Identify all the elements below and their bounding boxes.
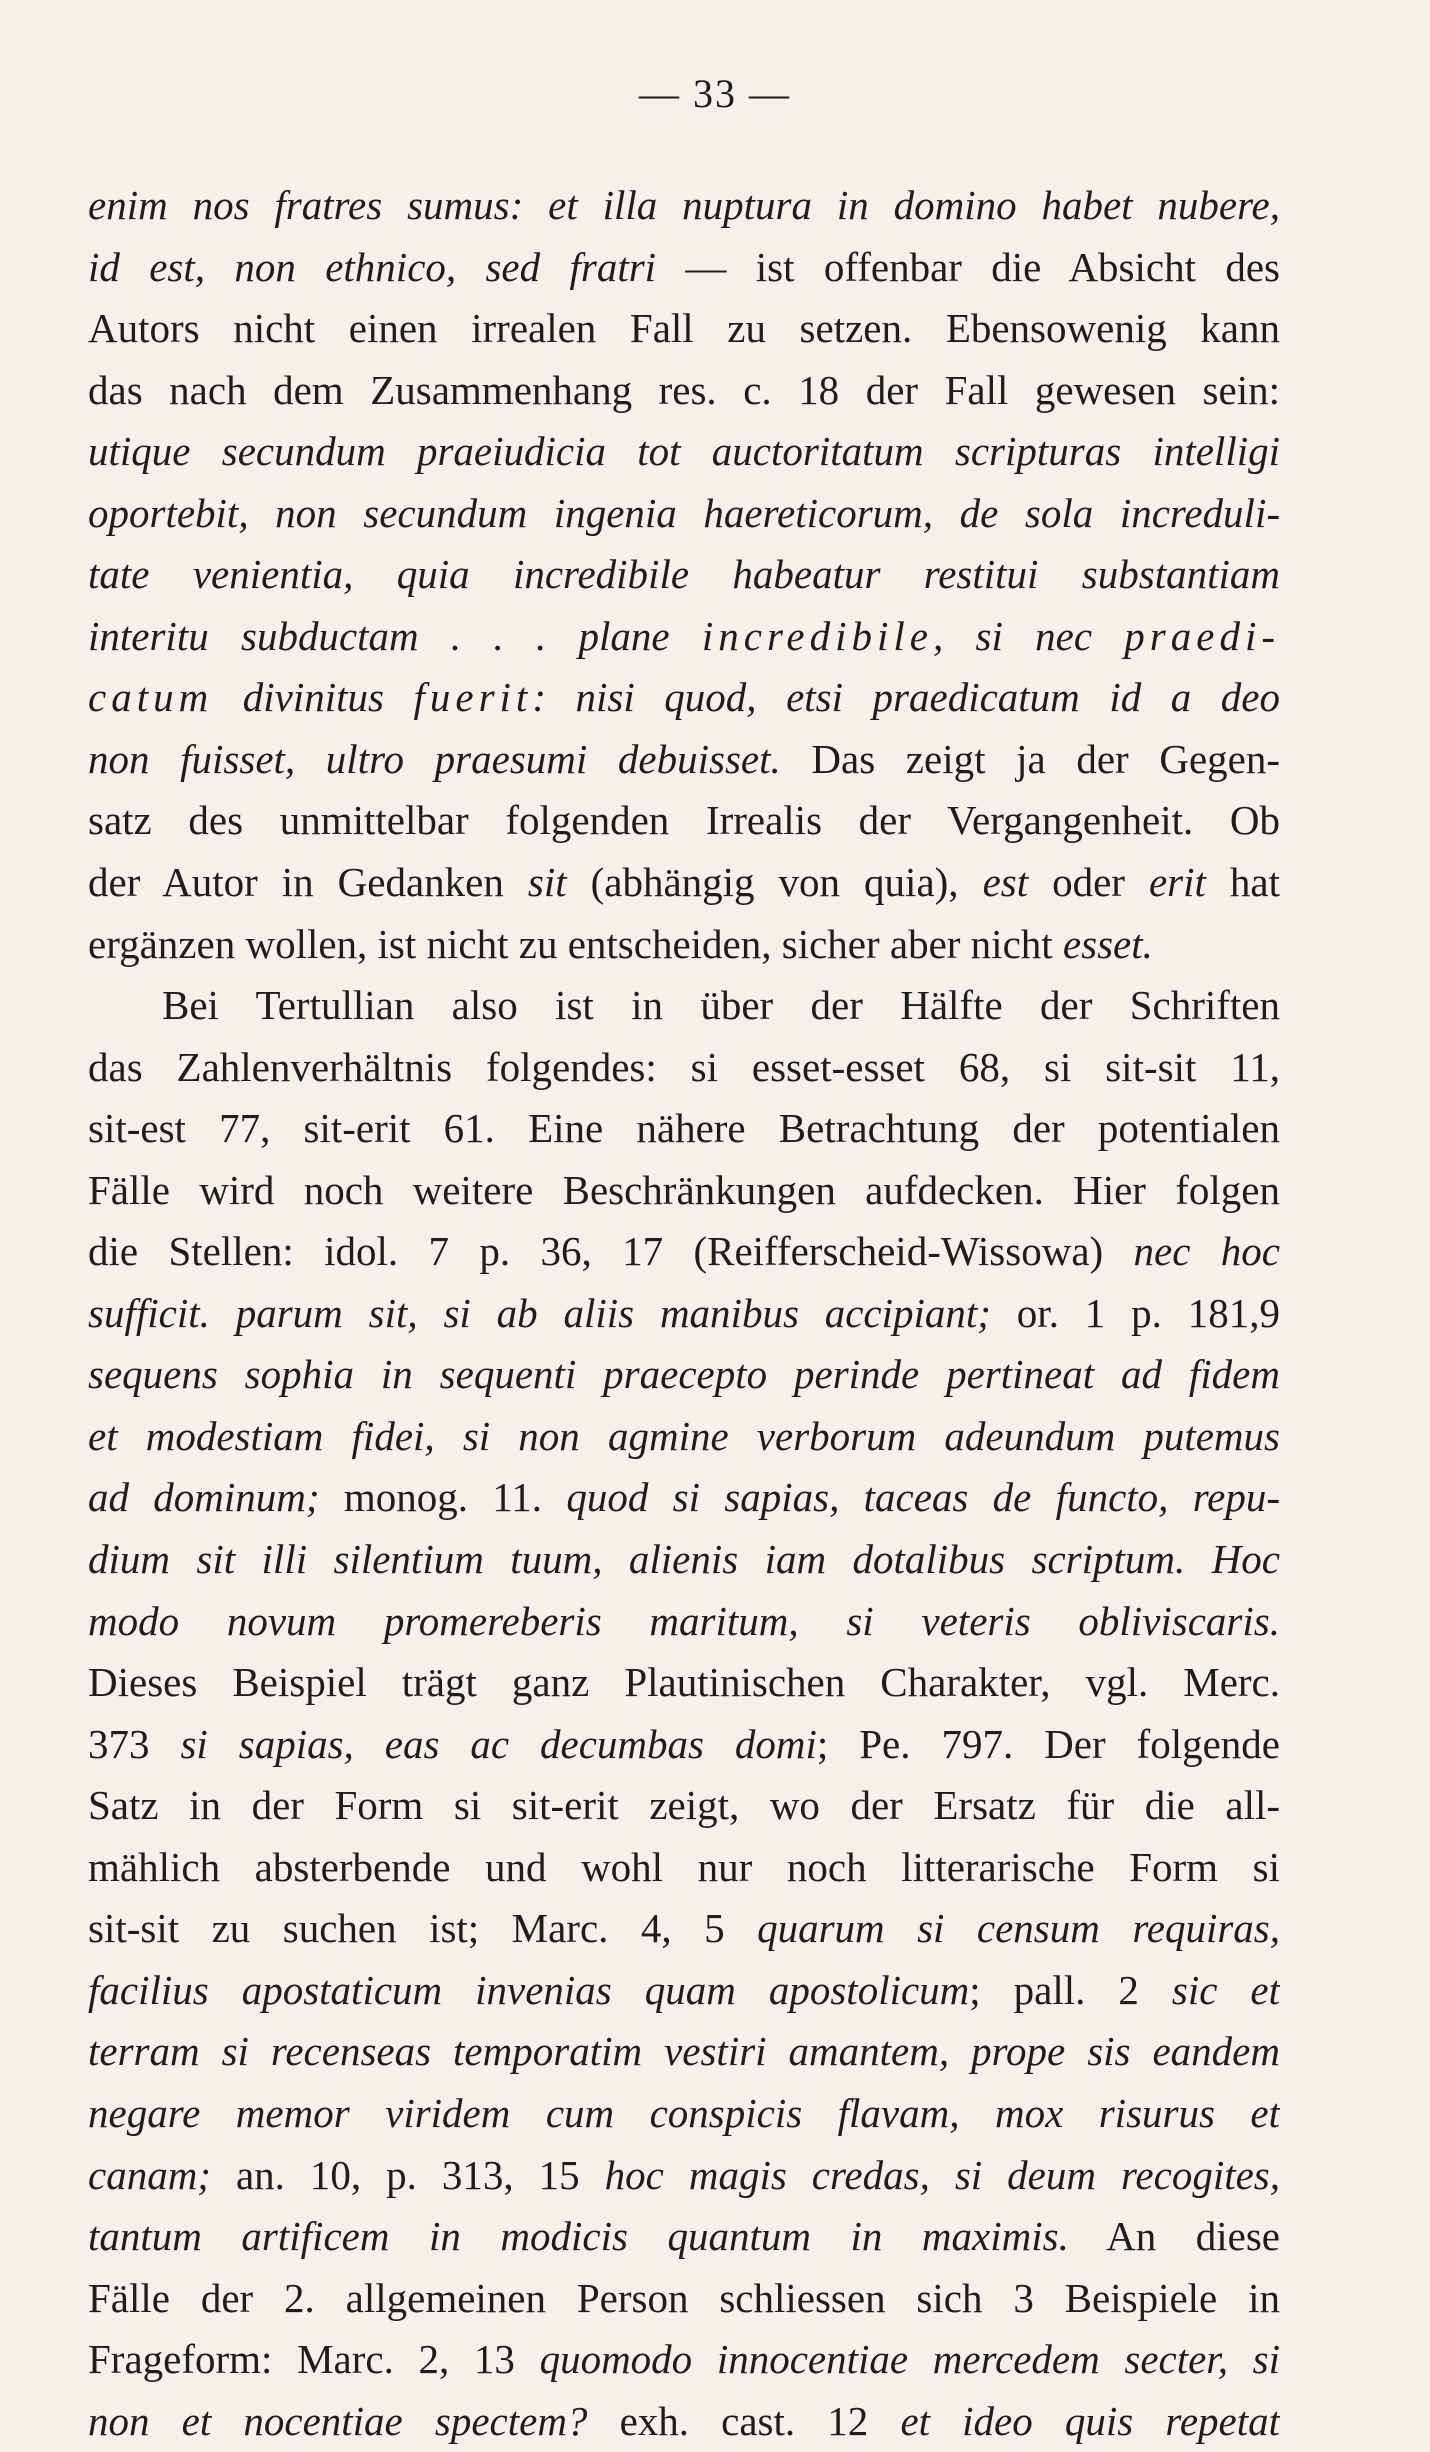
text-segment: oder	[1028, 859, 1149, 906]
text-segment: praedi-	[1124, 612, 1280, 659]
text-line	[88, 421, 1280, 483]
text-segment: facilius apostaticum invenias quam apostolicum	[88, 1966, 970, 2013]
text-segment: — ist offenbar die Absicht des	[656, 243, 1280, 290]
text-line	[88, 483, 1280, 545]
text-line	[88, 544, 1280, 606]
text-line	[88, 1714, 1280, 1776]
text-line	[88, 914, 1280, 976]
text-segment: sufficit. parum sit, si ab aliis manibus accipiant;	[88, 1289, 991, 1336]
text-line	[88, 1098, 1280, 1160]
text-line	[88, 2083, 1280, 2145]
text-segment: tantum artificem in modicis quantum in maximis.	[88, 2213, 1069, 2260]
text-line	[88, 2206, 1280, 2268]
text-segment: oportebit, non secundum ingenia haereticorum, de sola increduli-	[88, 489, 1280, 536]
text-segment: si sapias, eas ac decumbas domi	[180, 1720, 817, 1767]
text-line	[88, 1775, 1280, 1837]
text-segment: erit	[1148, 859, 1206, 906]
text-line	[88, 1898, 1280, 1960]
text-segment: dium sit illi silentium tuum, alienis iam dotalibus scriptum. Hoc	[88, 1536, 1280, 1583]
text-segment: enim nos fratres sumus: et illa nuptura in domino habet nubere,	[88, 182, 1280, 228]
text-line	[88, 1221, 1280, 1283]
text-line	[88, 790, 1280, 852]
text-segment: sit	[527, 859, 567, 906]
text-line	[88, 729, 1280, 791]
text-line	[88, 852, 1280, 914]
text-segment: sit-sit zu suchen ist; Marc. 4, 5	[88, 1905, 758, 1952]
text-segment: quod si sapias, taceas de functo, repu-	[566, 1474, 1280, 1521]
text-segment: quomodo innocentiae mercedem secter, si	[539, 2336, 1280, 2383]
text-line	[88, 1467, 1280, 1529]
text-line	[88, 667, 1280, 729]
text-segment: die Stellen: idol. 7 p. 36, 17 (Reifferscheid-Wissowa)	[88, 1228, 1134, 1275]
text-segment: ergänzen wollen, ist nicht zu entscheiden, sicher aber nicht	[88, 920, 1063, 967]
text-segment: ; Pe. 797. Der folgende	[816, 1720, 1280, 1767]
text-segment: canam;	[88, 2151, 211, 2198]
text-segment: modo novum promereberis maritum, si veteris obliviscaris.	[88, 1597, 1280, 1644]
text-segment: quarum si censum requiras,	[757, 1905, 1280, 1952]
text-segment: ; pall. 2	[969, 1966, 1172, 2013]
text-segment: Bei Tertullian also ist in über der Hälfte der Schriften	[162, 982, 1280, 1029]
text-segment: satz des unmittelbar folgenden Irrealis der Vergangenheit. Ob	[88, 797, 1280, 844]
text-line	[88, 975, 1280, 1037]
text-segment: divinitus	[213, 674, 414, 721]
page-number: — 33 —	[639, 71, 791, 116]
text-segment: negare memor viridem cum conspicis flavam, mox risurus et	[88, 2089, 1280, 2136]
text-segment: (abhängig von quia),	[566, 859, 983, 906]
text-line	[88, 1652, 1280, 1714]
text-segment: fuerit	[413, 674, 533, 721]
text-segment: utique secundum praeiudicia tot auctoritatum scripturas intelligi	[88, 428, 1280, 475]
text-segment: exh. cast. 12	[587, 2397, 901, 2444]
text-line	[88, 175, 1280, 237]
text-line	[88, 1837, 1280, 1899]
text-segment: interitu subductam . . . plane	[88, 612, 702, 659]
text-line	[88, 2021, 1280, 2083]
text-segment: An diese	[1068, 2213, 1280, 2260]
text-line	[88, 1591, 1280, 1653]
text-segment: sit-est 77, sit-erit 61. Eine nähere Betrachtung der potentialen	[88, 1105, 1280, 1152]
text-segment: et ideo quis repetat	[900, 2397, 1280, 2444]
text-line	[88, 2391, 1280, 2452]
text-segment: mählich absterbende und wohl nur noch litterarische Form si	[88, 1843, 1280, 1890]
text-segment: sequens sophia in sequenti praecepto perinde pertineat ad fidem	[88, 1351, 1280, 1398]
text-segment: hoc magis credas, si deum recogites,	[604, 2151, 1280, 2198]
text-line	[88, 2145, 1280, 2207]
text-segment: : nisi quod, etsi praedicatum id a deo	[532, 674, 1280, 721]
text-segment: monog. 11.	[319, 1474, 567, 1521]
text-line	[88, 1344, 1280, 1406]
text-line	[88, 606, 1280, 668]
text-line	[88, 1160, 1280, 1222]
text-segment: das nach dem Zusammenhang res. c. 18 der Fall gewesen sein:	[88, 366, 1280, 413]
text-segment: Fälle der 2. allgemeinen Person schliessen sich 3 Beispiele in	[88, 2274, 1280, 2321]
text-line	[88, 2268, 1280, 2330]
text-line	[88, 360, 1280, 422]
text-line	[88, 1283, 1280, 1345]
text-line	[88, 2329, 1280, 2391]
text-line	[88, 1037, 1280, 1099]
text-segment: nec hoc	[1133, 1228, 1280, 1275]
text-segment: tate venientia, quia incredibile habeatur restitui substantiam	[88, 551, 1280, 598]
text-segment: das Zahlenverhältnis folgendes: si esset-esset 68, si sit-sit 11,	[88, 1043, 1280, 1090]
text-segment: sic et	[1171, 1966, 1280, 2013]
text-segment: or. 1 p. 181,9	[990, 1289, 1280, 1336]
text-segment: esset.	[1062, 920, 1153, 967]
text-line	[88, 237, 1280, 299]
text-segment: Dieses Beispiel trägt ganz Plautinischen Charakter, vgl. Merc.	[88, 1659, 1280, 1706]
text-segment: Autors nicht einen irrealen Fall zu setzen. Ebensowenig kann	[88, 305, 1280, 352]
text-segment: , si nec	[932, 612, 1125, 659]
text-line	[88, 298, 1280, 360]
text-segment: non et nocentiae spectem?	[88, 2397, 588, 2444]
text-segment: et modestiam fidei, si non agmine verborum adeundum putemus	[88, 1412, 1280, 1459]
text-line	[88, 1529, 1280, 1591]
text-segment: hat	[1205, 859, 1280, 906]
body-text	[88, 175, 1280, 2452]
text-segment: non fuisset, ultro praesumi debuisset.	[88, 735, 781, 782]
text-segment: terram si recenseas temporatim vestiri amantem, prope sis eandem	[88, 2028, 1280, 2075]
text-segment: incredibile	[701, 612, 933, 659]
text-segment: an. 10, p. 313, 15	[210, 2151, 605, 2198]
text-segment: est	[982, 859, 1029, 906]
text-segment: der Autor in Gedanken	[88, 859, 528, 906]
text-segment: ad dominum;	[88, 1474, 320, 1521]
text-line	[88, 1960, 1280, 2022]
text-segment: 373	[88, 1720, 181, 1767]
text-segment: Das zeigt ja der Gegen-	[780, 735, 1280, 782]
text-segment: Frageform: Marc. 2, 13	[88, 2336, 540, 2383]
text-segment: id est, non ethnico, sed fratri	[88, 243, 657, 290]
text-line	[88, 1406, 1280, 1468]
text-segment: Fälle wird noch weitere Beschränkungen aufdecken. Hier folgen	[88, 1166, 1280, 1213]
text-segment: catum	[88, 674, 214, 721]
text-segment: Satz in der Form si sit-erit zeigt, wo der Ersatz für die all-	[88, 1782, 1280, 1829]
